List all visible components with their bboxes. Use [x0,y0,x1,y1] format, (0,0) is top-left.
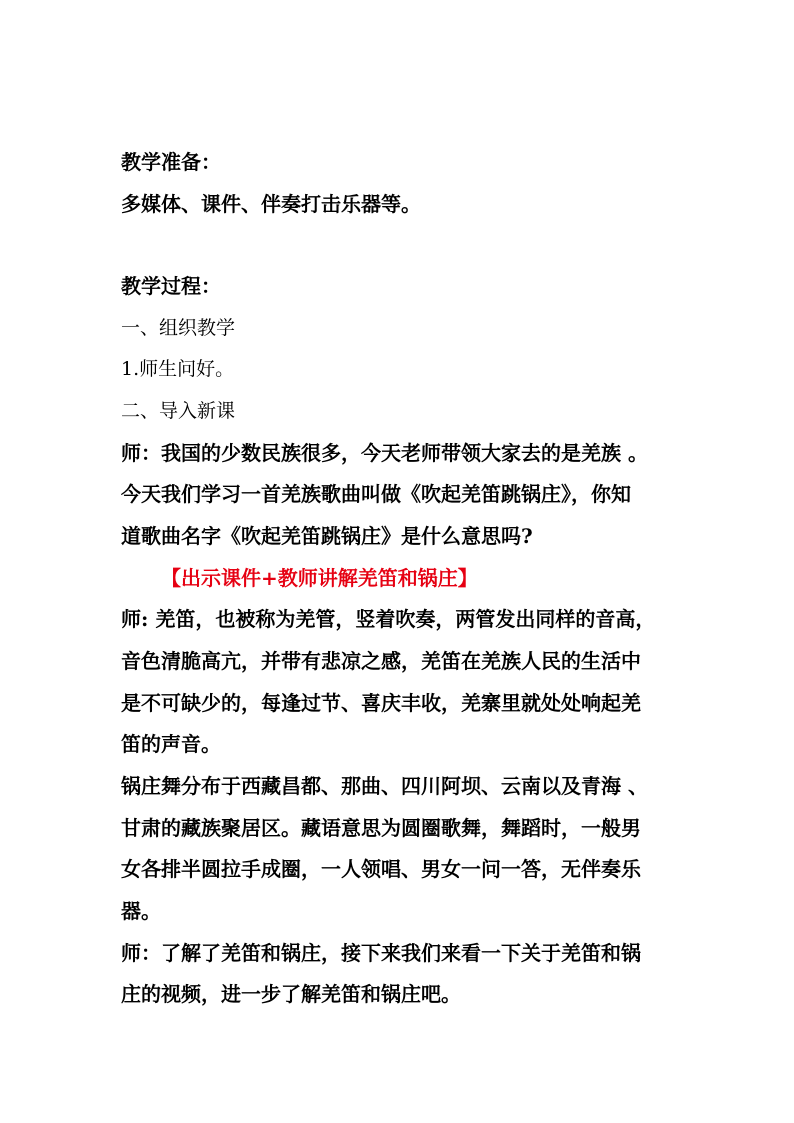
section-introduce: 二、导入新课 [121,400,236,422]
guozhuang-paragraph-line: 器。 [121,899,161,923]
section-organize: 一、组织教学 [121,317,236,339]
prep-content: 多媒体、课件、伴奏打击乐器等。 [121,192,421,216]
teacher-video-line: 师：了解了羌笛和锅庄，接下来我们来看一下关于羌笛和锅 [121,941,641,965]
courseware-note: 【出示课件+教师讲解羌笛和锅庄】 [161,566,478,590]
qiangdi-paragraph-line: 笛的声音。 [121,732,221,756]
qiangdi-paragraph-line: 师: 羌笛，也被称为羌管，竖着吹奏，两管发出同样的音高， [121,607,656,631]
teacher-intro-line: 师：我国的少数民族很多，今天老师带领大家去的是羌族 。 [121,441,648,465]
qiangdi-paragraph-line: 是不可缺少的，每逢过节、喜庆丰收，羌寨里就处处响起羌 [121,691,641,715]
teacher-intro-line: 今天我们学习一首羌族歌曲叫做《吹起羌笛跳锅庄》，你知 [121,482,631,506]
prep-heading: 教学准备： [121,150,221,174]
teacher-intro-line: 道歌曲名字《吹起羌笛跳锅庄》是什么意思吗? [121,524,533,548]
guozhuang-paragraph-line: 女各排半圆拉手成圈，一人领唱、男女一问一答，无伴奏乐 [121,857,641,881]
item-greeting: 1.师生问好。 [121,358,235,380]
guozhuang-paragraph-line: 锅庄舞分布于西藏昌都、那曲、四川阿坝、云南以及青海 、 [121,774,648,798]
guozhuang-paragraph-line: 甘肃的藏族聚居区。藏语意思为圆圈歌舞，舞蹈时，一般男 [121,816,641,840]
process-heading: 教学过程： [121,274,221,298]
qiangdi-paragraph-line: 音色清脆高亢，并带有悲凉之感，羌笛在羌族人民的生活中 [121,649,641,673]
teacher-video-line: 庄的视频，进一步了解羌笛和锅庄吧。 [121,982,461,1006]
